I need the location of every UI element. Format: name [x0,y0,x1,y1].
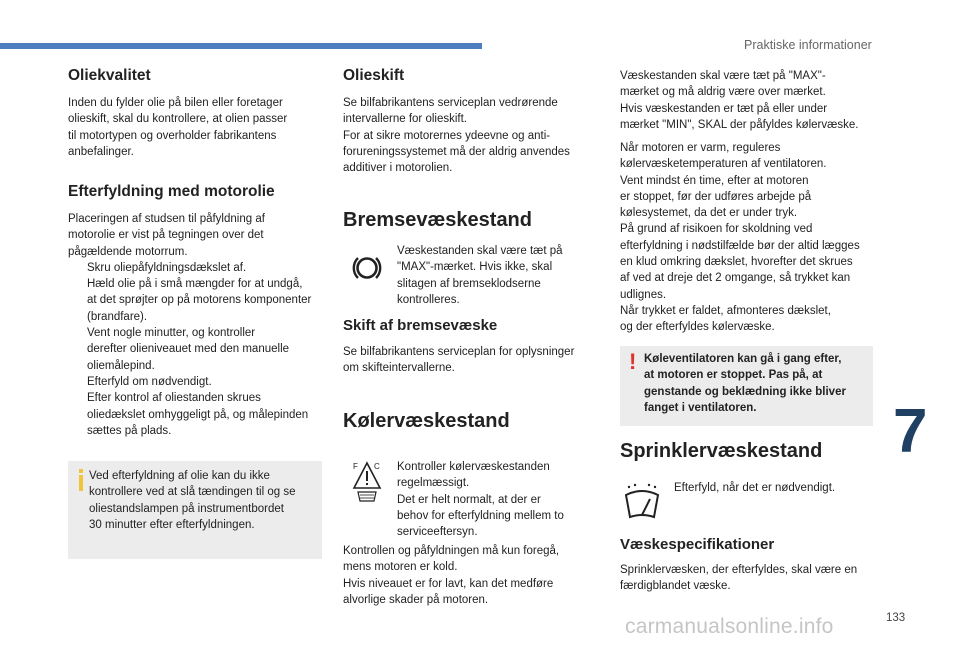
brake-warning-icon [352,253,382,283]
fluid-spec-heading: Væskespecifikationer [620,536,775,553]
warning-text: Køleventilatoren kan gå i gang efter, at motoren er stoppet. Pas på, at genstande og beklædning ikke bliver fanget i ventilatoren. [644,353,846,414]
chapter-number: 7 [893,397,928,466]
coolant-note-text: Kontrollen og påfyldningen må kun foregå, mens motoren er kold. Hvis niveauet er for lavt, kan det medføre alvorlige skader på motoren. [343,545,560,606]
oil-change-text: Se bilfabrikantens serviceplan vedrørende intervallerne for olieskift. For at sikre motorernes ydeevne og anti- forureningssystemet må der aldrig anvendes additiver i motorolien. [343,97,570,175]
oil-quality-heading: Oliekvalitet [68,67,151,84]
watermark: carmanualsonline.info [625,615,834,638]
oil-change-heading: Olieskift [343,67,405,84]
page-number: 133 [886,612,906,624]
info-icon [76,469,86,491]
windscreen-washer-icon [622,483,662,523]
header-accent-bar [0,43,482,49]
washer-heading: Sprinklervæskestand [620,440,823,462]
list-item: Efter kontrol af oliestanden skrues oliedækslet omhyggeligt på, og målepinden sættes på plads. [87,392,309,437]
brake-fluid-text: Væskestanden skal være tæt på "MAX"-mærket. Hvis ikke, skal slitagen af bremseklodserne kontrolleres. [397,245,563,306]
coolant-hot-warning-icon [352,460,382,502]
oil-quality-text: Inden du fylder olie på bilen eller foretager olieskift, skal du kontrollere, at olien passer til motortypen og overholder fabrikantens anbefalinger. [68,97,288,158]
brake-change-heading: Skift af bremsevæske [343,317,498,334]
coolant-heading: Kølervæskestand [343,410,510,432]
section-title: Praktiske informationer [744,38,872,52]
fluid-spec-text: Sprinklervæsken, der efterfyldes, skal være en færdigblandet væske. [620,564,858,593]
list-item: Skru oliepåfyldningsdækslet af. [87,261,247,274]
brake-fluid-heading: Bremsevæskestand [343,209,532,231]
topup-heading: Efterfyldning med motorolie [68,183,275,200]
list-item: Vent nogle minutter, og kontroller derefter olieniveauet med den manuelle oliemålepind. [87,327,290,372]
svg-text:F: F [353,462,358,471]
coolant-text: Kontroller kølervæskestanden regelmæssigt. Det er helt normalt, at der er behov for efterfyldning mellem to serviceeftersyn. [397,461,564,539]
info-box-text: Ved efterfyldning af olie kan du ikke kontrollere ved at slå tændingen til og se oliestandslampen på instrumentbordet 30 minutter efter efterfyldningen. [89,470,296,531]
svg-text:C: C [374,462,380,471]
warning-icon: ! [629,349,637,374]
coolant-hot-engine-text: Når motoren er varm, reguleres kølervæsketemperaturen af ventilatoren. Vent mindst én time, efter at motoren er stoppet, før der udføres arbejde på kølesystemet, da det er under tryk. På grund af risikoen for skoldning ved efterfyldning i nødstilfælde bør der altid lægges en klud omkring dækslet, hvorefter det skrues af ved at dreje det 2 omgange, så trykket kan udlignes. Når trykket er faldet, afmonteres dækslet, og der efterfyldes kølervæske. [620,142,860,334]
info-box [68,461,322,559]
list-item: Hæld olie på i små mængder for at undgå, at det sprøjter op på motorens komponenter (brandfare). [87,278,312,323]
topup-text: Placeringen af studsen til påfyldning af motorolie er vist på tegningen over det pågældende motorrum. Skru oliepåfyldningsdækslet af. Hæld olie på i små mængder for at undgå, at det sprøjter op på motorens komponenter (brandfare). Vent nogle minutter, og kontroller derefter olieniveauet med den manuelle oliemålepind. Efterfyld om nødvendigt. Efter kontrol af oliestanden skrues oliedækslet omhyggeligt på, og målepinden sættes på plads. [68,211,311,439]
brake-change-text: Se bilfabrikantens serviceplan for oplysninger om skifteintervallerne. [343,346,575,375]
coolant-level-text: Væskestanden skal være tæt på "MAX"- mærket og må aldrig være over mærket. Hvis væskestanden er tæt på eller under mærket "MIN", SKAL der påfyldes kølervæske. [620,70,859,131]
washer-text: Efterfyld, når det er nødvendigt. [674,482,836,494]
warning-box [620,346,873,426]
list-item: Efterfyld om nødvendigt. [87,375,212,388]
